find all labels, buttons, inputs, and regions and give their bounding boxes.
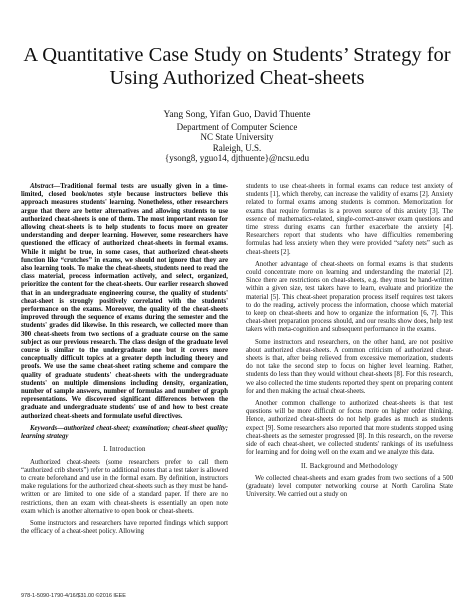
- intro-paragraph-2: Some instructors and researchers have reported findings which support the efficacy of a cheat-sheet policy. Allowing: [21, 519, 228, 536]
- section-heading-introduction: I. Introduction: [103, 446, 146, 454]
- abstract-paragraph: [21, 183, 228, 421]
- background-paragraph-1: We collected cheat-sheets and exam grades from two sections of a 500 (graduate) level computer networking course at North Carolina State University. We carried out a study on: [246, 474, 453, 499]
- section-heading-background: II. Background and Methodology: [301, 462, 398, 470]
- abstract-text: —Traditional formal tests are usually given in a time-limited, closed book/notes style because instructors believe this approach measures students' learning. Nonetheless, other researchers argue that there are better alternatives and allowing students to use authorized cheat-sheets is one of them. The most important reason for allowing cheat-sheets is to help students to focus more on greater understanding and deeper learning. However, some researchers have questioned the efficacy of authorized cheat-sheets in formal exams. While it might be true, in some cases, that authorized cheat-sheets function like “crutches” in exams, we should not ignore that they are also learning tools. To make the cheat-sheets, students need to read the class material, process information actively, and select, organized, prioritize the content for the cheat-sheets. Our earlier research showed that in an undergraduate engineering course, the quality of students' cheat-sheet is strongly positively correlated with the students' performance on the exams. Moreover, the quality of the cheat-sheets improved through the sequence of exams during the semester and the students' grades did likewise. In this research, we collected more than 300 cheat-sheets from two sections of a graduate course on the same subject as our previous research. The class design of the graduate level course is similar to the undergraduate one but it covers more conceptually difficult topics at a greater depth including theory and proofs. We use the same cheat-sheet rating scheme and compare the quality of graduate students' cheat-sheets with the undergraduate students' on multiple dimensions including density, organization, number of sample answers, number of formulas and number of graph representations. We discovered significant differences between the graduate and undergraduate students' use of and how to best create authorized cheat-sheets and formulate useful directives.: [21, 183, 228, 420]
- author-emails: {ysong8, yguo14, djthuente}@ncsu.edu: [164, 153, 310, 163]
- paper-title: A Quantitative Case Study on Students’ Strategy for Using Authorized Cheat-sheets: [23, 44, 451, 89]
- keywords-text: —authorized cheat-sheet; examination; cheat-sheet quality; learning strategy: [21, 424, 228, 441]
- affiliation-department: Department of Computer Science: [176, 121, 298, 132]
- body-paragraph-4: Another common challenge to authorized cheat-sheets is that test questions will be more difficult or focus more on higher order thinking. Hence, authorized cheat-sheets do not help grades as much as students expect [9]. Some researchers also reported that more students stopped using cheat-sheets as the semester progressed [8]. In this research, on the reverse side of each cheat-sheet, we collected students' rankings of its usefulness for learning and for doing well on the exam and we analyze this data.: [246, 400, 453, 457]
- keywords-paragraph: [21, 425, 228, 441]
- body-paragraph-3: Some instructors and researchers, on the other hand, are not positive about authorized cheat-sheets. A common criticism of authorized cheat-sheets is that, after being relieved from excessive memorization, students do not take the second step to focus on higher level learning. Rather, students do less than they would without cheat-sheets [8]. For this research, we also collected the time students reported they spent on preparing content for and then making the actual cheat-sheets.: [246, 338, 453, 395]
- affiliation-city: Raleigh, U.S.: [212, 142, 262, 153]
- keywords-label: Keywords: [30, 424, 58, 432]
- left-column: [21, 183, 228, 540]
- copyright-footer: 978-1-5090-1790-4/16/$31.00 ©2016 IEEE: [21, 593, 126, 599]
- affiliation-university: NC State University: [200, 132, 274, 142]
- abstract-label: Abstract: [30, 183, 54, 190]
- author-names: Yang Song, Yifan Guo, David Thuente: [163, 110, 311, 120]
- author-block: [100, 110, 374, 164]
- body-paragraph-2: Another advantage of cheat-sheets on formal exams is that students could concentrate more on learning and understanding the material [2]. Since there are restrictions on cheat-sheets, e.g. they must be hand-written within a given size, test takers have to learn, evaluate and prioritize the material [5]. This cheat-sheet preparation process itself requires test takers to do the reading, actively process the information, choose which material to keep on cheat-sheets and how to organize the information [6, 7]. This cheat-sheet preparation process should, and our results show does, help test takers with meta-cognition and subsequent performance in the exams.: [246, 260, 453, 334]
- right-column: [246, 183, 453, 503]
- intro-paragraph-1: Authorized cheat-sheets (some researchers prefer to call them “authorized crib sheets”) refer to additional notes that a test taker is allowed to create beforehand and use in the formal exam. By definition, instructors make regulations for the authorized cheat-sheets such as they must be hand-written or are limited to one side of a standard paper. If there are no restrictions, then an exam with cheat-sheets is essentially an open note exam which is another alternative to open book or cheat-sheets.: [21, 458, 228, 515]
- body-paragraph-1: students to use cheat-sheets in formal exams can reduce test anxiety of students [1], which thereby, can increase the validity of exams [2]. Anxiety related to formal exams among students is common. Memorization for exams that require formulas is a proven source of this anxiety [3]. The essence of mathematics-related, single-correct-answer exam questions and time stress during exams can further exacerbate the anxiety [4]. Researchers report that students who have difficulties remembering formulas had less anxiety when they were provided “safety nets” such as cheat-sheets [2].: [246, 183, 453, 256]
